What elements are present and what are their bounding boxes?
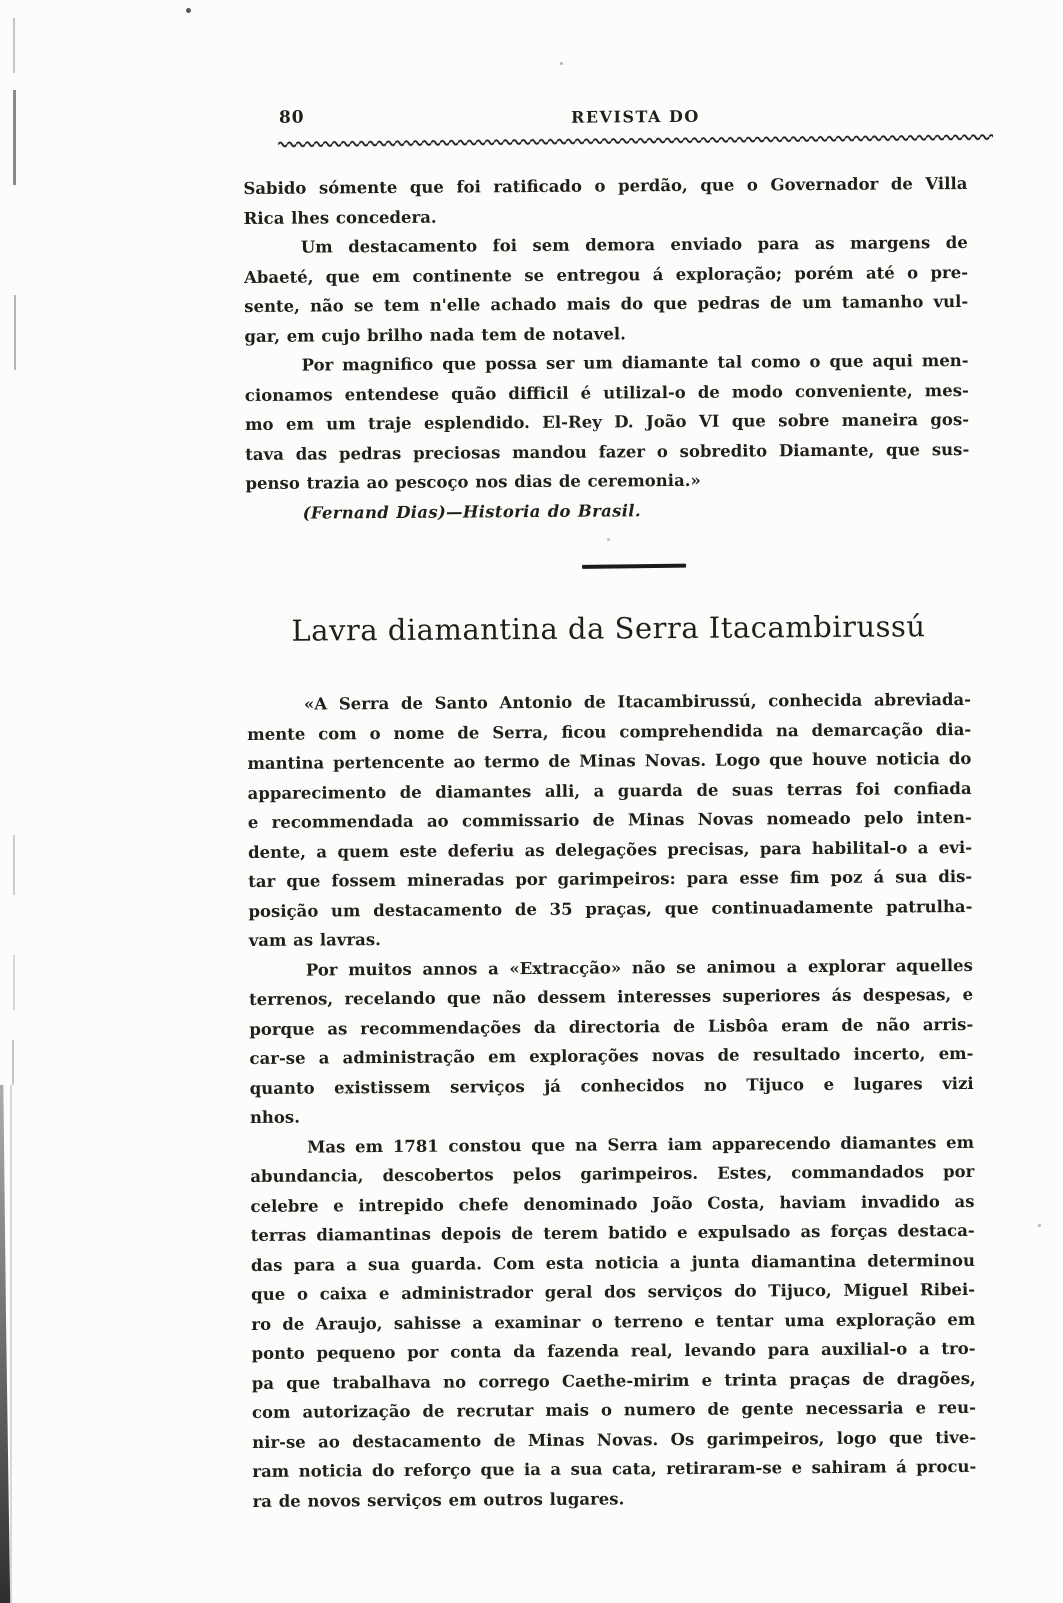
text-line: (Fernand Dias)—Historia do Brasil. <box>302 500 641 523</box>
scan-artifact-line <box>13 18 15 73</box>
page-number: 80 <box>278 107 305 128</box>
text-line: vam as lavras. <box>248 930 381 950</box>
article-end-text <box>243 169 969 528</box>
text-line: car-se a administração em explorações novas de resultado incerto, em- <box>249 1043 974 1068</box>
text-line: terras diamantinas depois de terem batido e expulsado as forças destaca- <box>250 1220 975 1245</box>
text-line: porque as recommendações da directoria de Lisbôa eram de não arris- <box>249 1014 974 1039</box>
article-text <box>247 685 977 1516</box>
text-line: gar, em cujo brilho nada tem de notavel. <box>244 323 626 346</box>
text-line: penso trazia ao pescoço nos dias de ceremonia.» <box>245 470 701 494</box>
text-line: Mas em 1781 constou que na Serra iam apparecendo diamantes em <box>307 1132 975 1157</box>
text-line: ram noticia do reforço que ia a sua cata, retiraram-se e sahiram á procu- <box>252 1456 977 1481</box>
text-line: cionamos entendese quão difficil é utilizal-o de modo conveniente, mes- <box>244 380 969 405</box>
scan-artifact-line <box>10 1085 12 1603</box>
text-line: tava das pedras preciosas mandou fazer o sobredito Diamante, que sus- <box>245 439 970 464</box>
scan-artifact-line <box>14 295 16 370</box>
scan-artifact-line <box>13 90 16 185</box>
text-line: terrenos, recelando que não dessem interesses superiores ás despesas, e <box>249 984 974 1009</box>
text-line: com autorização de recrutar mais o numero de gente necessaria e reu- <box>251 1397 977 1422</box>
scan-speck <box>560 62 563 65</box>
article-title: Lavra diamantina da Serra Itacambirussú <box>291 609 926 648</box>
text-line: abundancia, descobertos pelos garimpeiros. Estes, commandados por <box>250 1161 975 1186</box>
scan-speck <box>186 8 191 13</box>
header-rule <box>278 131 993 148</box>
scan-artifact-line <box>13 835 15 895</box>
text-line: Abaeté, que em continente se entregou á exploração; porém até o pre- <box>243 262 969 287</box>
text-line: ro de Araujo, sahisse a examinar o terreno e tentar uma exploração em <box>251 1309 976 1334</box>
text-line: mantina pertencente ao termo de Minas Novas. Logo que houve noticia do <box>247 748 972 773</box>
text-line: e recommendada ao commissario de Minas Novas nomeado pelo inten- <box>247 807 972 832</box>
scan-speck <box>1038 1224 1041 1227</box>
journal-title: REVISTA DO <box>570 106 700 127</box>
scan-artifact-line <box>12 1040 14 1085</box>
text-line: pa que trabalhava no corrego Caethe-mirim e trinta praças de dragões, <box>251 1368 976 1393</box>
text-line: que o caixa e administrador geral dos serviços do Tijuco, Miguel Ribei- <box>251 1279 976 1304</box>
text-line: nir-se ao destacamento de Minas Novas. Os garimpeiros, logo que tive- <box>252 1427 977 1452</box>
text-line: Rica lhes concedera. <box>243 207 437 228</box>
text-line: «A Serra de Santo Antonio de Itacambirussú, conhecida abreviada- <box>303 689 972 714</box>
text-line: dente, a quem este deferiu as delegações precisas, para habilital-o a evi- <box>247 837 973 862</box>
scan-artifact-line <box>13 955 15 1010</box>
text-line: quanto existissem serviços já conhecidos no Tijuco e lugares vizi <box>249 1073 974 1098</box>
text-line: apparecimento de diamantes alli, a guarda de suas terras foi confiada <box>247 778 972 803</box>
text-line: nhos. <box>249 1107 301 1127</box>
text-line: das para a sua guarda. Com esta noticia a junta diamantina determinou <box>250 1250 975 1275</box>
text-line: tar que fossem mineradas por garimpeiros: para esse fim poz á sua dis- <box>248 866 973 891</box>
text-line: posição um destacamento de 35 praças, que continuadamente patrulha- <box>248 896 973 921</box>
text-line: Por muitos annos a «Extracção» não se animou a explorar aquelles <box>305 955 973 980</box>
text-line: mente com o nome de Serra, ficou comprehendida na demarcação dia- <box>247 719 972 744</box>
scan-speck <box>607 538 610 541</box>
section-divider <box>582 564 686 569</box>
text-line: Um destacamento foi sem demora enviado para as margens de <box>300 232 968 257</box>
text-line: mo em um traje esplendido. El-Rey D. João VI que sobre maneira gos- <box>244 409 970 435</box>
text-line: Sabido sómente que foi ratificado o perdão, que o Governador de Villa <box>243 173 968 199</box>
text-line: ponto pequeno por conta da fazenda real, levando para auxilial-o a tro- <box>251 1338 976 1363</box>
text-line: ra de novos serviços em outros lugares. <box>252 1488 625 1511</box>
text-line: celebre e intrepido chefe denominado João Costa, haviam invadido as <box>250 1191 975 1216</box>
text-line: Por magnifico que possa ser um diamante tal como o que aqui men- <box>301 350 969 375</box>
text-line: sente, não se tem n'elle achado mais do que pedras de um tamanho vul- <box>244 291 969 317</box>
